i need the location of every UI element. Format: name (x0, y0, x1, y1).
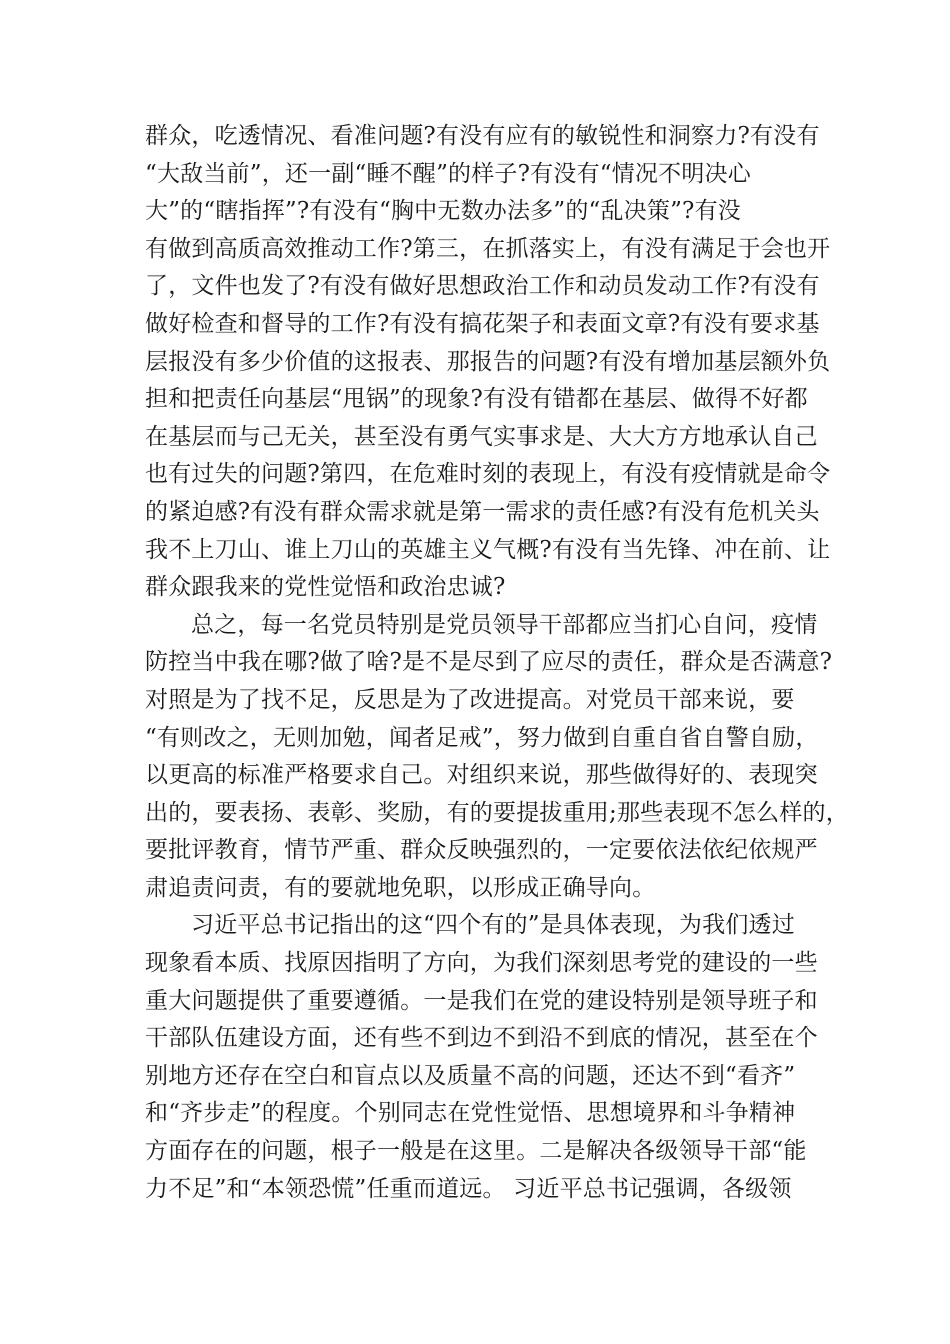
text-line: 对照是为了找不足，反思是为了改进提高。对党员干部来说，要 (145, 686, 795, 713)
text-line: 也有过失的问题?第四，在危难时刻的表现上，有没有疫情就是命令 (145, 461, 831, 488)
body-text (145, 118, 849, 1208)
text-line: 在基层而与己无关，甚至没有勇气实事求是、大大方方地承认自己 (145, 423, 818, 450)
text-line: 干部队伍建设方面，还有些不到边不到沿不到底的情况，甚至在个 (145, 1025, 818, 1052)
text-line: 和“齐步走”的程度。个别同志在党性觉悟、思想境界和斗争精神 (145, 1100, 796, 1127)
text-line: 现象看本质、找原因指明了方向，为我们深刻思考党的建设的一些 (145, 950, 818, 977)
text-line: 重大问题提供了重要遵循。一是我们在党的建设特别是领导班子和 (145, 987, 818, 1014)
text-line: 肃追责问责，有的要就地免职，以形成正确导向。 (145, 874, 656, 901)
text-line: 我不上刀山、谁上刀山的英雄主义气概?有没有当先锋、冲在前、让 (145, 536, 831, 563)
text-line: 有做到高质高效推动工作?第三，在抓落实上，有没有满足于会也开 (145, 235, 831, 262)
text-line: 做好检查和督导的工作?有没有搞花架子和表面文章?有没有要求基 (145, 310, 820, 337)
paragraph-start-line: 总之，每一名党员特别是党员领导干部都应当扪心自问，疫情 (191, 611, 818, 638)
text-line: 层报没有多少价值的这报表、那报告的问题?有没有增加基层额外负 (145, 348, 831, 375)
text-line: 的紧迫感?有没有群众需求就是第一需求的责任感?有没有危机关头 (145, 498, 820, 525)
text-line: 力不足”和“本领恐慌”任重而道远。 习近平总书记强调，各级领 (145, 1175, 792, 1202)
text-line: 方面存在的问题，根子一般是在这里。二是解决各级领导干部“能 (145, 1138, 807, 1165)
text-line: 以更高的标准严格要求自己。对组织来说，那些做得好的、表现突 (145, 762, 818, 789)
text-line: 担和把责任向基层“甩锅”的现象?有没有错都在基层、做得不好都 (145, 386, 808, 413)
text-line: “有则改之，无则加勉，闻者足戒”，努力做到自重自省自警自励， (145, 724, 819, 751)
text-line: 防控当中我在哪?做了啥?是不是尽到了应尽的责任，群众是否满意? (145, 649, 833, 676)
text-line: 要批评教育，情节严重、群众反映强烈的，一定要依法依纪依规严 (145, 837, 818, 864)
text-line: 群众，吃透情况、看准问题?有没有应有的敏锐性和洞察力?有没有 (145, 123, 820, 149)
text-line: 出的，要表扬、表彰、奖励，有的要提拔重用;那些表现不怎么样的， (145, 799, 849, 826)
text-line: 别地方还存在空白和盲点以及质量不高的问题，还达不到“看齐” (145, 1062, 796, 1089)
text-line: “大敌当前”，还一副“睡不醒”的样子?有没有“情况不明决心 (145, 160, 751, 187)
text-line: 大”的“瞎指挥”?有没有“胸中无数办法多”的“乱决策”?有没 (145, 198, 741, 225)
text-line: 群众跟我来的党性觉悟和政治忠诚? (145, 574, 506, 601)
paragraph-start-line: 习近平总书记指出的这“四个有的”是具体表现，为我们透过 (191, 912, 795, 939)
text-line: 了，文件也发了?有没有做好思想政治工作和动员发动工作?有没有 (145, 273, 820, 300)
